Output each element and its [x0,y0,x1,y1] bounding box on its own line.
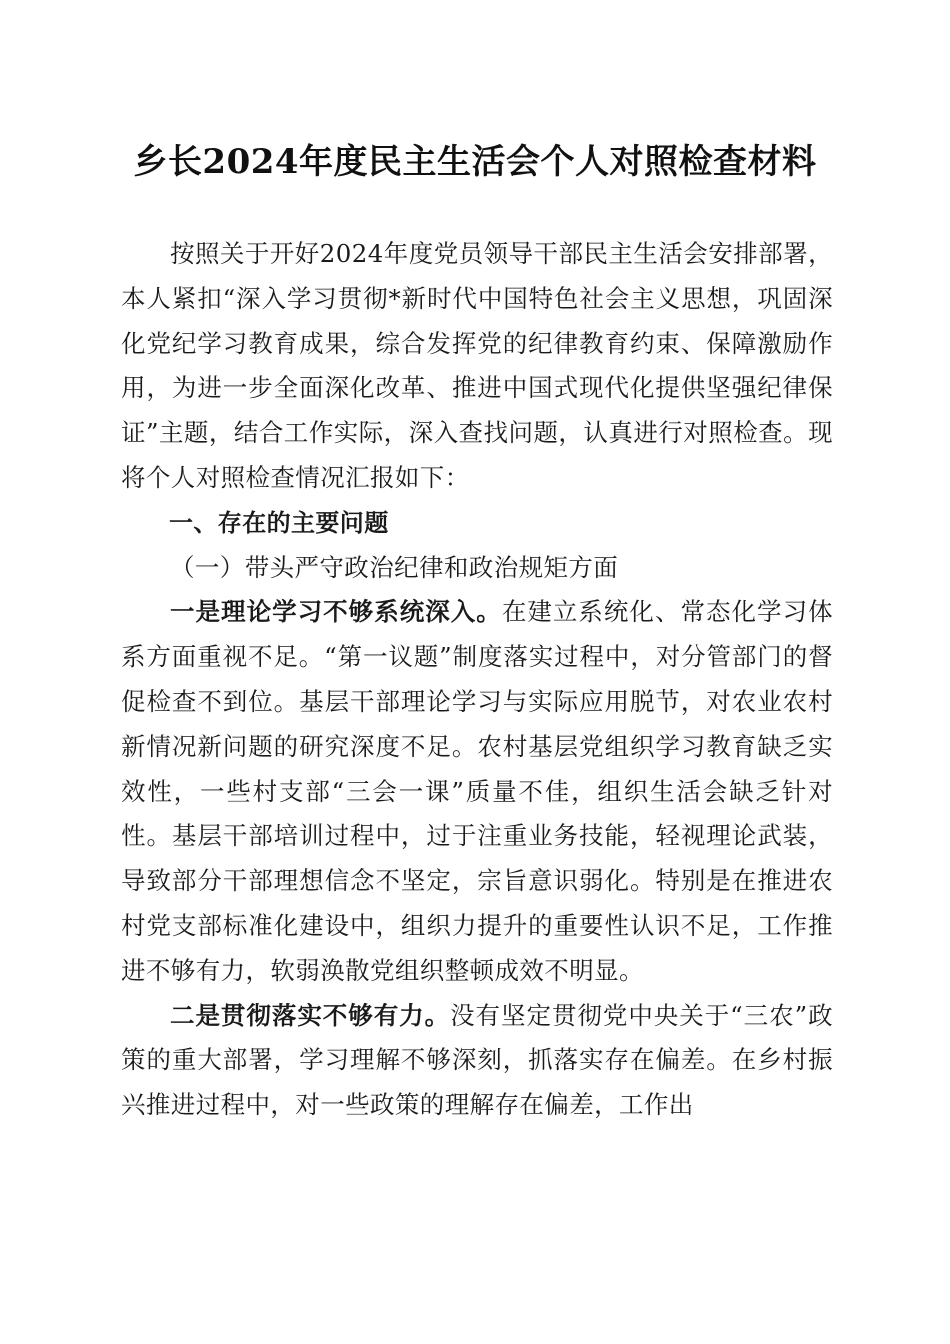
point-2-text: 没有坚定贯彻党中央关于“三农”政策的重大部署，学习理解不够深刻，抓落实存在偏差。在乡村振兴推进过程中，对一些政策的理解存在偏差，工作出 [121,1000,833,1120]
document-title: 乡长2024年度民主生活会个人对照检查材料 [133,142,817,182]
point-paragraph-1 [121,590,833,993]
section-heading-problems: 一、存在的主要问题 [169,508,389,537]
point-1-lead: 一是理论学习不够系统深入。 [170,597,502,627]
point-2-lead: 二是贯彻落实不够有力。 [170,1000,451,1030]
subsection-heading-political-discipline: （一）带头严守政治纪律和政治规矩方面 [170,552,619,582]
document-body [121,232,833,1128]
point-paragraph-2 [121,994,833,1128]
point-1-text: 在建立系统化、常态化学习体系方面重视不足。“第一议题”制度落实过程中，对分管部门的督促检查不到位。基层干部理论学习与实际应用脱节，对农业农村新情况新问题的研究深度不足。农村基层党组织学习教育缺乏实效性，一些村支部“三会一课”质量不佳，组织生活会缺乏针对性。基层干部培训过程中，过于注重业务技能，轻视理论武装，导致部分干部理想信念不坚定，宗旨意识弱化。特别是在推进农村党支部标准化建设中，组织力提升的重要性认识不足，工作推进不够有力，软弱涣散党组织整顿成效不明显。 [121,597,833,985]
intro-paragraph: 按照关于开好2024年度党员领导干部民主生活会安排部署，本人紧扣“深入学习贯彻*新时代中国特色社会主义思想，巩固深化党纪学习教育成果，综合发挥党的纪律教育约束、保障激励作用，为进一步全面深化改革、推进中国式现代化提供坚强纪律保证”主题，结合工作实际，深入查找问题，认真进行对照检查。现将个人对照检查情况汇报如下： [121,239,833,492]
